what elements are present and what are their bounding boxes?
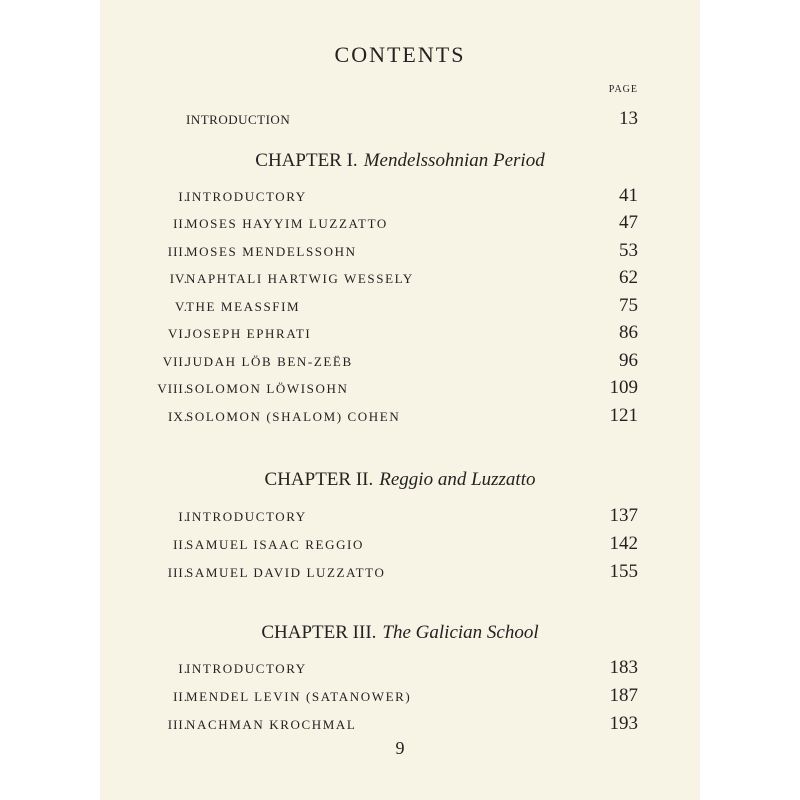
entry-page: 187 (609, 685, 638, 706)
entry-title: SAMUEL ISAAC REGGIO (186, 537, 364, 552)
toc-row (100, 405, 700, 429)
chapter-3-number: CHAPTER III. (261, 622, 377, 643)
entry-page: 109 (609, 377, 638, 398)
entry-page: 41 (619, 185, 638, 206)
entry-number: II. (173, 537, 188, 552)
chapter-1-heading (100, 150, 700, 172)
entry-page: 62 (619, 267, 638, 288)
entry-number: III. (167, 565, 188, 580)
toc-row (100, 240, 700, 264)
toc-row (100, 267, 700, 291)
toc-row (100, 533, 700, 557)
entry-number: II. (173, 216, 188, 231)
entry-number: VI. (168, 326, 188, 341)
introduction-row (100, 108, 700, 132)
toc-row (100, 350, 700, 374)
entry-number: IV. (169, 271, 188, 286)
toc-row (100, 561, 700, 585)
entry-page: 121 (609, 405, 638, 426)
entry-page: 53 (619, 240, 638, 261)
entry-page: 47 (619, 212, 638, 233)
chapter-3-subtitle: The Galician School (382, 622, 539, 643)
entry-page: 86 (619, 322, 638, 343)
entry-page: 75 (619, 295, 638, 316)
entry-title: MOSES HAYYIM LUZZATTO (186, 216, 388, 231)
chapter-2-heading (100, 469, 700, 491)
entry-title: NACHMAN KROCHMAL (186, 717, 357, 732)
entry-title: SOLOMON LÖWISOHN (186, 381, 349, 396)
contents-title: CONTENTS (334, 42, 466, 67)
entry-title: INTRODUCTORY (186, 509, 307, 524)
introduction-title: INTRODUCTION (186, 112, 291, 127)
entry-number: V. (175, 299, 188, 314)
book-page (100, 0, 700, 800)
entry-number: I. (178, 661, 188, 676)
toc-row (100, 657, 700, 681)
entry-title: INTRODUCTORY (186, 189, 307, 204)
entry-page: 193 (609, 713, 638, 734)
entry-page: 142 (609, 533, 638, 554)
introduction-page: 13 (619, 108, 638, 129)
page-number: 9 (395, 738, 405, 758)
entry-title: SAMUEL DAVID LUZZATTO (186, 565, 386, 580)
entry-page: 96 (619, 350, 638, 371)
entry-page: 155 (609, 561, 638, 582)
entry-number: VII. (162, 354, 188, 369)
toc-row (100, 185, 700, 209)
entry-title: THE MEASSFIM (186, 299, 301, 314)
entry-page: 183 (609, 657, 638, 678)
toc-row (100, 212, 700, 236)
toc-row (100, 295, 700, 319)
toc-row (100, 377, 700, 401)
entry-number: I. (178, 189, 188, 204)
entry-title: INTRODUCTORY (186, 661, 307, 676)
entry-number: II. (173, 689, 188, 704)
page-column-label: PAGE (608, 84, 638, 95)
entry-number: III. (167, 244, 188, 259)
entry-number: IX. (168, 409, 188, 424)
toc-row (100, 322, 700, 346)
entry-number: VIII. (157, 381, 188, 396)
chapter-3-heading (100, 622, 700, 644)
entry-title: MOSES MENDELSSOHN (186, 244, 357, 259)
toc-row (100, 505, 700, 529)
entry-title: JOSEPH EPHRATI (186, 326, 312, 341)
toc-row (100, 685, 700, 709)
entry-number: III. (167, 717, 188, 732)
chapter-1-subtitle: Mendelssohnian Period (363, 150, 545, 171)
entry-title: NAPHTALI HARTWIG WESSELY (186, 271, 414, 286)
toc-row (100, 713, 700, 737)
entry-page: 137 (609, 505, 638, 526)
entry-title: SOLOMON (SHALOM) COHEN (186, 409, 401, 424)
entry-title: MENDEL LEVIN (SATANOWER) (186, 689, 412, 704)
entry-title: JUDAH LÖB BEN-ZEËB (186, 354, 353, 369)
chapter-1-number: CHAPTER I. (255, 150, 358, 171)
chapter-2-number: CHAPTER II. (264, 469, 374, 490)
chapter-2-subtitle: Reggio and Luzzatto (379, 469, 536, 490)
entry-number: I. (178, 509, 188, 524)
